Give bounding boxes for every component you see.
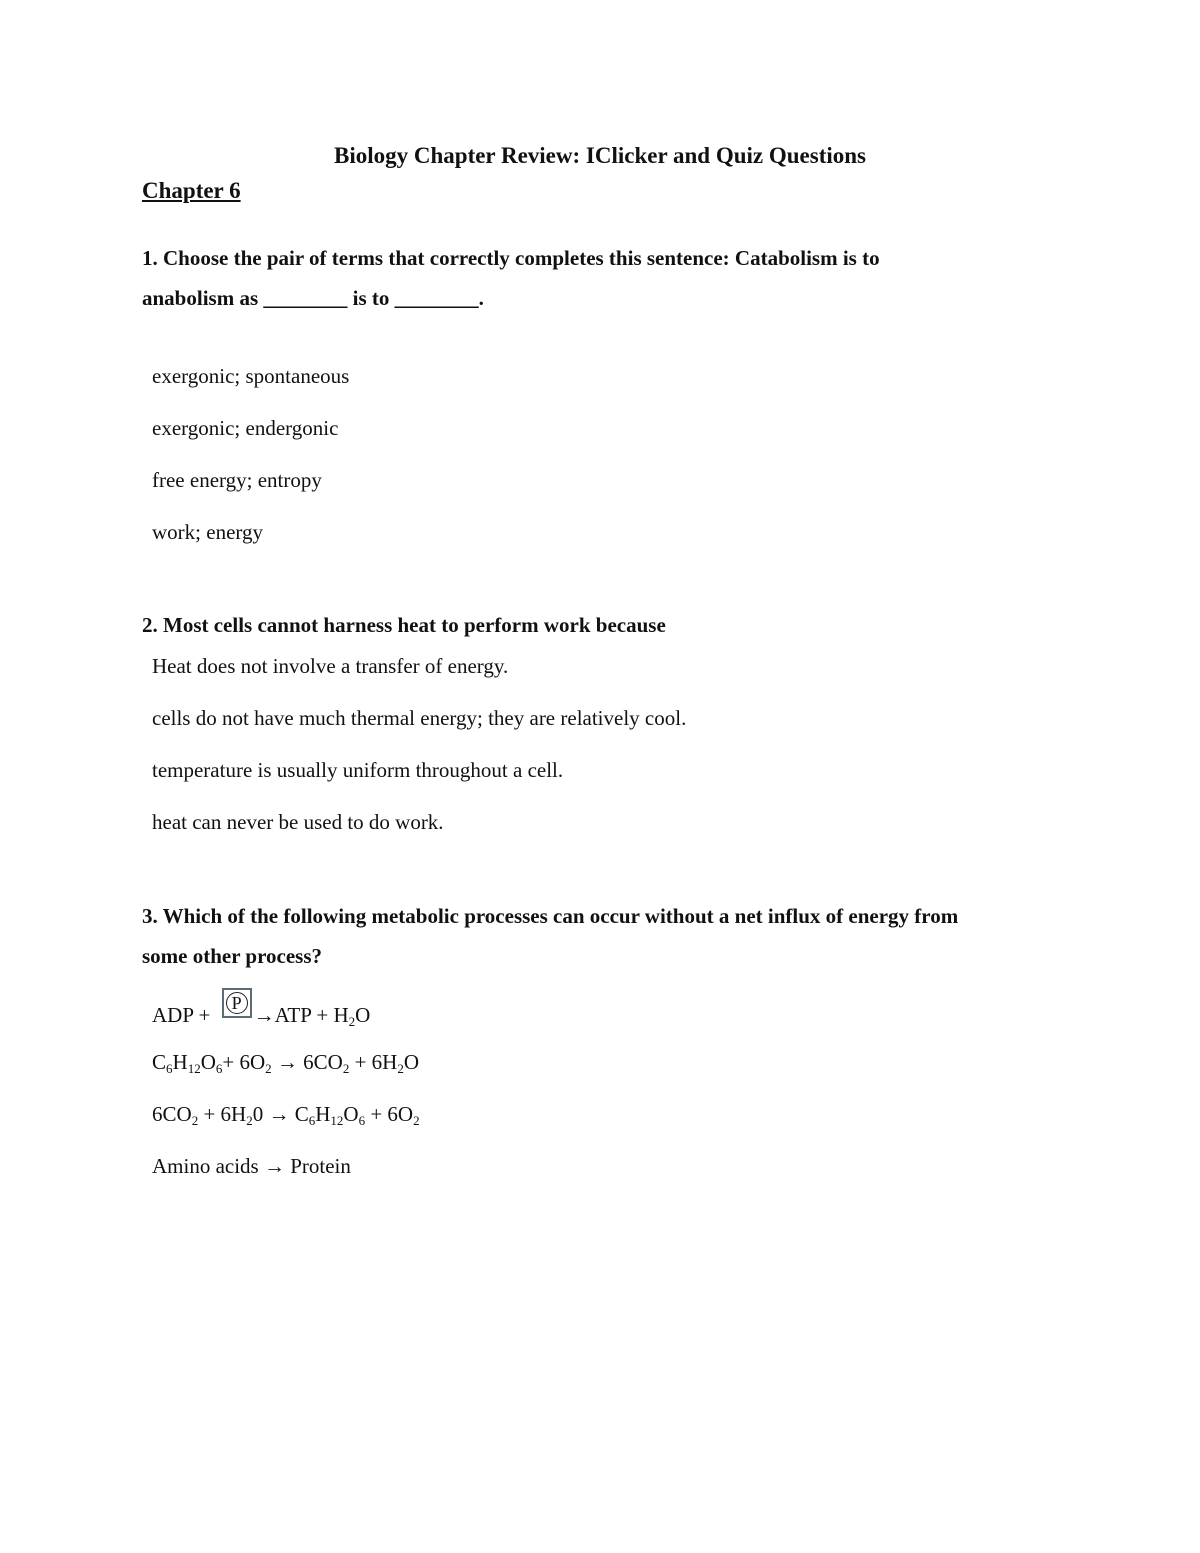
- phosphate-symbol-icon: P: [222, 988, 252, 1018]
- question-1-option-c: free energy; entropy: [152, 468, 322, 492]
- document-title: Biology Chapter Review: IClicker and Quiz Questions: [334, 143, 866, 168]
- question-2-option-c: temperature is usually uniform throughout a cell.: [152, 758, 564, 782]
- question-3: [142, 896, 1082, 976]
- question-3-option-d: Amino acids → Protein: [152, 1154, 351, 1178]
- question-3-option-a: ADP + P $\to ATP + H_2O$: [152, 996, 370, 1029]
- question-1-option-a: exergonic; spontaneous: [152, 364, 350, 388]
- question-2-option-d: heat can never be used to do work.: [152, 810, 444, 834]
- question-3-line2: some other process?: [142, 944, 323, 968]
- question-3-option-b: $C_6H_{12}O_6+ 6O_2 \to 6CO_2 + 6H_2O$: [152, 1050, 419, 1076]
- question-2-line1: 2. Most cells cannot harness heat to perform work because: [142, 613, 666, 637]
- question-1-line2: anabolism as ________ is to ________.: [142, 286, 484, 310]
- question-2-option-a: Heat does not involve a transfer of energy.: [152, 654, 509, 678]
- question-2: [142, 605, 1082, 645]
- chapter-heading: Chapter 6: [142, 178, 241, 203]
- question-3-line1: 3. Which of the following metabolic processes can occur without a net influx of energy from: [142, 904, 959, 928]
- question-1-line1: 1. Choose the pair of terms that correctly completes this sentence: Catabolism is to: [142, 246, 880, 270]
- question-1-option-b: exergonic; endergonic: [152, 416, 339, 440]
- question-2-option-b: cells do not have much thermal energy; they are relatively cool.: [152, 706, 687, 730]
- question-1-option-d: work; energy: [152, 520, 263, 544]
- question-3-option-c: $6CO_2 + 6H_20 \to C_6H_{12}O_6 + 6O_2$: [152, 1102, 420, 1128]
- question-1: [142, 238, 1082, 318]
